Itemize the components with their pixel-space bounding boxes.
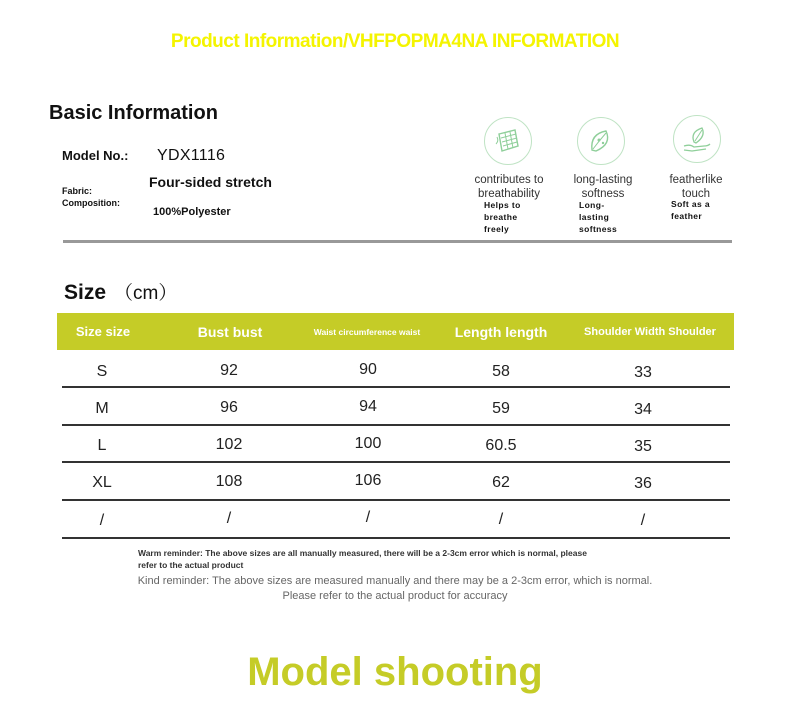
hand-feather-icon (673, 115, 721, 163)
cell-length: 59 (492, 400, 510, 417)
cell-waist: 94 (359, 398, 377, 415)
warm-reminder: Warm reminder: The above sizes are all manually measured, there will be a 2-3cm error which is normal, please refer to the actual product (138, 548, 587, 570)
cell-length: 58 (492, 363, 510, 380)
header-length: Length length (454, 323, 548, 340)
kind-reminder: Kind reminder: The above sizes are measured manually and there may be a 2-3cm error, which is normal. Please refer to the actual product for accuracy (137, 575, 653, 602)
row-divider (62, 499, 730, 501)
composition-value: 100%Polyester (153, 206, 231, 218)
cell-shoulder: 34 (634, 401, 652, 418)
row-divider (62, 461, 730, 463)
fabric-label: Fabric: (62, 186, 93, 196)
cell-shoulder: 36 (634, 475, 652, 492)
size-heading: Size （cm） (64, 281, 178, 304)
cell-waist: 90 (359, 361, 377, 378)
header-waist: Waist circumference waist (313, 326, 421, 337)
cell-size: M (95, 400, 109, 417)
row-divider (62, 386, 730, 388)
product-info-title: Product Information/VHFPOPMA4NA INFORMATION (170, 31, 620, 52)
cell-size: / (99, 512, 105, 529)
feature-softness-name: long-lasting softness (573, 174, 633, 200)
cell-shoulder: 33 (634, 364, 652, 381)
feature-touch (673, 115, 721, 163)
composition-label: Composition: (62, 198, 120, 208)
feature-breathability-desc: Helps to breathe freely (484, 200, 521, 234)
cell-length: 62 (492, 474, 510, 491)
cell-waist: 106 (354, 472, 382, 489)
cell-size: S (96, 363, 108, 380)
cell-size: XL (92, 474, 112, 491)
cell-bust: 108 (215, 473, 243, 490)
section-divider (63, 240, 732, 243)
cell-bust: 96 (220, 399, 238, 416)
header-bust: Bust bust (197, 323, 263, 340)
cell-shoulder: 35 (634, 438, 652, 455)
size-unit: （cm） (114, 283, 178, 304)
feature-touch-desc: Soft as a feather (671, 199, 711, 221)
header-size: Size size (75, 324, 131, 339)
model-shooting-title: Model shooting (247, 650, 543, 694)
leaf-softness-icon (577, 117, 625, 165)
feature-softness-desc: Long- lasting softness (579, 200, 618, 234)
feature-touch-name: featherlike touch (669, 174, 723, 200)
fabric-breathability-icon (484, 117, 532, 165)
model-no-label: Model No.: (62, 148, 129, 163)
size-table-header (57, 313, 734, 350)
header-shoulder: Shoulder Width Shoulder (584, 325, 716, 338)
feature-breathability-name: contributes to breathability (474, 174, 544, 200)
feature-softness (577, 117, 625, 165)
cell-length: 60.5 (485, 437, 517, 454)
cell-length: / (498, 511, 504, 528)
cell-size: L (97, 437, 107, 454)
cell-bust: / (226, 510, 232, 527)
feature-breathability (484, 117, 532, 165)
cell-shoulder: / (640, 512, 646, 529)
model-no-value: YDX1116 (157, 147, 226, 164)
cell-waist: / (365, 509, 371, 526)
basic-info-heading: Basic Information (49, 102, 218, 124)
cell-waist: 100 (354, 435, 382, 452)
cell-bust: 102 (215, 436, 243, 453)
fabric-value: Four-sided stretch (149, 174, 272, 190)
row-divider (62, 424, 730, 426)
cell-bust: 92 (220, 362, 238, 379)
row-divider (62, 537, 730, 539)
